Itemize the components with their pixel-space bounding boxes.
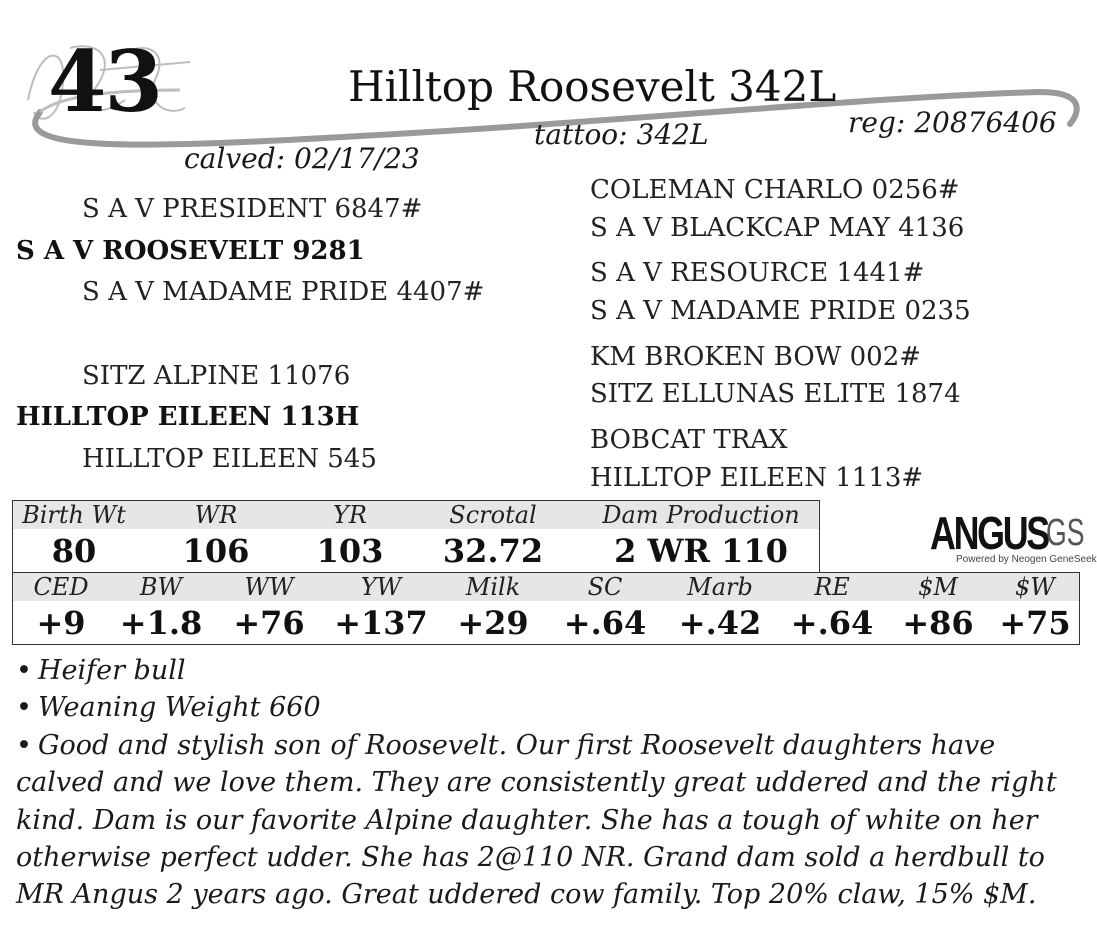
epd-value-re: +.64 xyxy=(790,603,874,642)
pedigree-dam: HILLTOP EILEEN 113H xyxy=(16,402,360,432)
calved-date: calved: 02/17/23 xyxy=(184,142,420,175)
epd-header-ww: WW xyxy=(213,573,325,602)
epd-table xyxy=(12,572,1080,645)
note-item xyxy=(16,727,1082,764)
note-text-line: MR Angus 2 years ago. Great uddered cow family. Top 20% claw, 15% $M. xyxy=(16,879,1037,911)
epd-header-milk: Milk xyxy=(437,573,549,602)
epd-value-ced: +9 xyxy=(36,603,86,642)
epd-value-m-index: +86 xyxy=(902,603,974,642)
note-text-line: kind. Dam is our favorite Alpine daughter. She has a tough of white on her xyxy=(16,804,1038,836)
bullet-icon: • xyxy=(16,692,32,724)
epd-value-yw: +137 xyxy=(334,603,428,642)
pedigree-sire-dam-dam: S A V MADAME PRIDE 0235 xyxy=(590,296,971,326)
pedigree-sire-dam: S A V MADAME PRIDE 4407# xyxy=(82,277,485,307)
perf-value-scrotal: 32.72 xyxy=(442,531,544,570)
perf-value-wr: 106 xyxy=(182,531,250,570)
pedigree-dam-sire-dam: SITZ ELLUNAS ELITE 1874 xyxy=(590,379,961,409)
pedigree-dam-sire: SITZ ALPINE 11076 xyxy=(82,361,351,391)
logo-subtitle: Powered by Neogen GeneSeek xyxy=(956,554,1097,565)
lot-notes xyxy=(16,652,1082,914)
epd-header-ced: CED xyxy=(13,573,110,602)
pedigree-dam-sire-sire: KM BROKEN BOW 002# xyxy=(590,342,922,372)
epd-value-sc: +.64 xyxy=(563,603,647,642)
epd-header-m-index: $M xyxy=(885,573,991,602)
note-text: Good and stylish son of Roosevelt. Our first Roosevelt daughters have xyxy=(37,729,996,761)
epd-value-marb: +.42 xyxy=(678,603,762,642)
perf-header-dam-production: Dam Production xyxy=(583,501,820,530)
tattoo-label: tattoo: 342L xyxy=(534,118,709,151)
perf-header-wr: WR xyxy=(135,501,297,530)
registration-number: reg: 20876406 xyxy=(848,106,1057,139)
perf-value-dam-production: 2 WR 110 xyxy=(614,531,788,570)
perf-value-birth-wt: 80 xyxy=(51,531,97,570)
note-item xyxy=(16,652,1082,689)
pedigree-sire-sire-dam: S A V BLACKCAP MAY 4136 xyxy=(590,213,965,243)
epd-header-marb: Marb xyxy=(661,573,779,602)
pedigree-sire-dam-sire: S A V RESOURCE 1441# xyxy=(590,258,925,288)
epd-header-re: RE xyxy=(779,573,885,602)
epd-header-bw: BW xyxy=(109,573,213,602)
pedigree-sire-sire: S A V PRESIDENT 6847# xyxy=(82,194,423,224)
epd-value-bw: +1.8 xyxy=(119,603,203,642)
note-item xyxy=(16,689,1082,726)
bullet-icon: • xyxy=(16,655,32,686)
logo-main-text: ANGUS xyxy=(930,507,1048,559)
note-text-line: calved and we love them. They are consistently great uddered and the right xyxy=(16,767,1057,799)
note-text: Weaning Weight 660 xyxy=(37,692,321,724)
perf-header-birth-wt: Birth Wt xyxy=(13,501,136,530)
pedigree-sire-sire-sire: COLEMAN CHARLO 0256# xyxy=(590,175,960,205)
pedigree-dam-dam-dam: HILLTOP EILEEN 1113# xyxy=(590,463,924,493)
epd-value-row xyxy=(13,601,1080,645)
pedigree-dam-dam: HILLTOP EILEEN 545 xyxy=(82,444,377,474)
performance-value-row xyxy=(13,529,820,573)
perf-header-yr: YR xyxy=(297,501,403,530)
epd-value-milk: +29 xyxy=(457,603,529,642)
pedigree-dam-dam-sire: BOBCAT TRAX xyxy=(590,425,788,455)
angus-gs-logo xyxy=(930,506,1097,568)
pedigree-sire: S A V ROOSEVELT 9281 xyxy=(16,236,365,266)
epd-value-ww: +76 xyxy=(233,603,305,642)
epd-value-w-index: +75 xyxy=(999,603,1071,642)
bullet-icon: • xyxy=(16,729,32,761)
note-text-line: otherwise perfect udder. She has 2@110 NR. Grand dam sold a herdbull to xyxy=(16,842,1045,874)
lot-number: 43 xyxy=(48,32,161,131)
epd-header-sc: SC xyxy=(549,573,661,602)
epd-header-row xyxy=(13,573,1080,602)
logo-suffix-text: GS xyxy=(1046,512,1085,554)
performance-header-row xyxy=(13,501,820,530)
epd-header-w-index: $W xyxy=(991,573,1080,602)
perf-header-scrotal: Scrotal xyxy=(403,501,583,530)
animal-name: Hilltop Roosevelt 342L xyxy=(348,62,837,111)
perf-value-yr: 103 xyxy=(316,531,384,570)
note-text: Heifer bull xyxy=(37,655,186,686)
epd-header-yw: YW xyxy=(325,573,437,602)
performance-table xyxy=(12,500,820,573)
